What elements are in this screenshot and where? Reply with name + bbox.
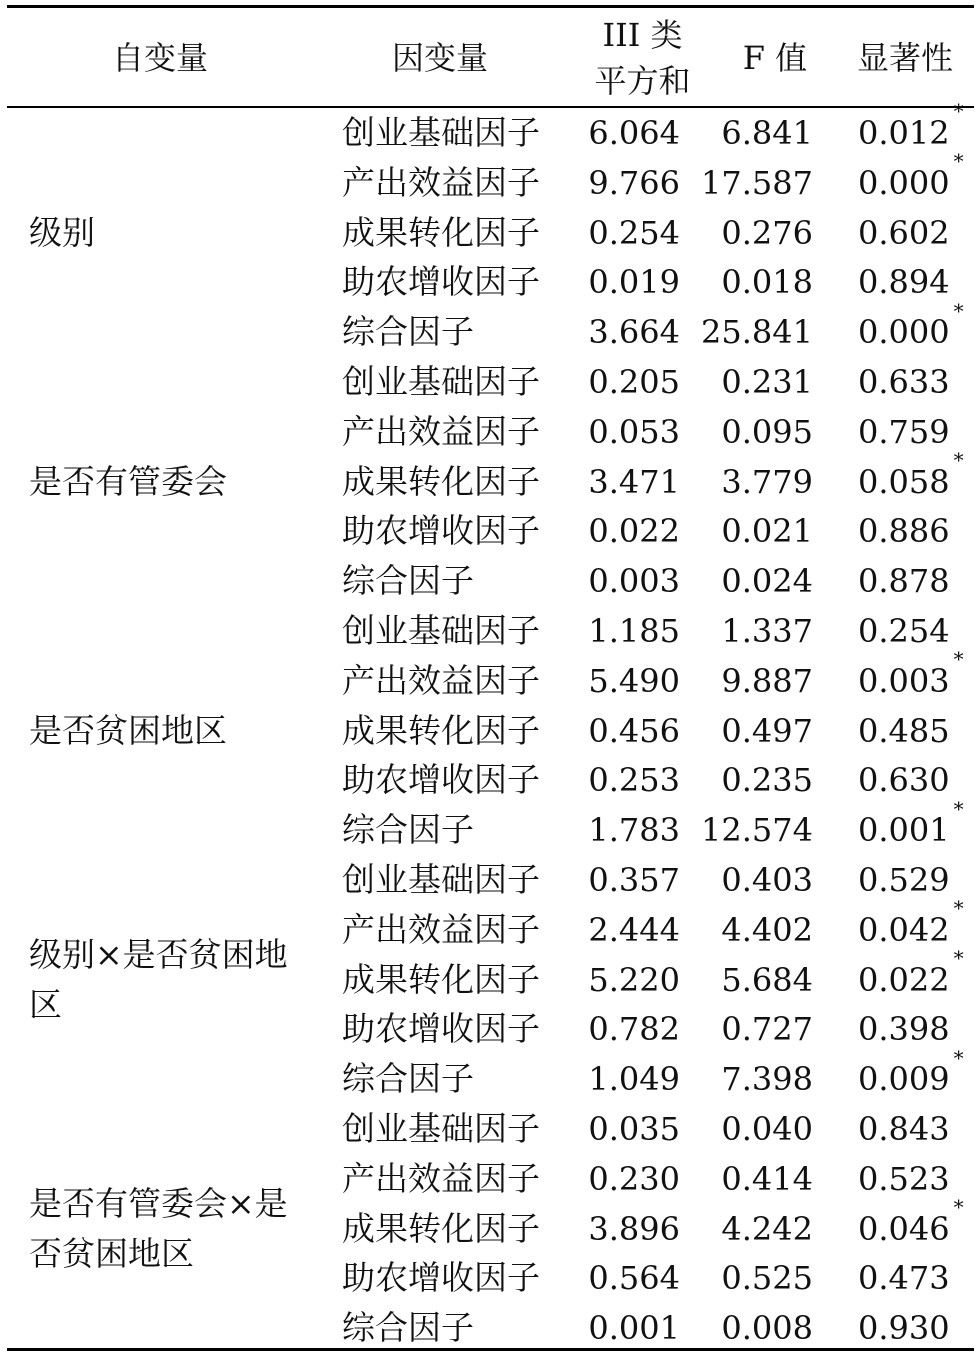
- significance-value: 0.930: [858, 1309, 950, 1348]
- f-value-cell: 0.024: [721, 562, 813, 601]
- f-value-cell: 0.018: [721, 263, 813, 302]
- f-value-cell: 5.684: [721, 960, 813, 999]
- table-row: [0, 1045, 976, 1104]
- dependent-variable-cell: 助农增收因子: [342, 760, 540, 800]
- header-ss-line2: 平方和: [594, 62, 691, 100]
- independent-variable-cell: [29, 208, 319, 258]
- sum-of-squares-cell: 1.049: [588, 1060, 680, 1099]
- sum-of-squares-cell: 0.019: [588, 263, 680, 302]
- sum-of-squares-cell: 1.783: [588, 811, 680, 850]
- significance-cell: [858, 755, 954, 805]
- header-independent-variable: 自变量: [111, 39, 208, 77]
- significance-cell: [858, 298, 964, 357]
- dependent-variable-cell: 创业基础因子: [342, 1109, 540, 1148]
- dependent-variable-cell: 成果转化因子: [342, 1208, 540, 1248]
- f-value-cell: 7.398: [721, 1060, 813, 1099]
- significance-cell: [858, 208, 954, 258]
- f-value-cell: 4.242: [721, 1209, 813, 1248]
- dependent-variable-cell: 综合因子: [342, 810, 474, 850]
- significance-cell: [858, 447, 964, 507]
- significance-cell: [858, 556, 954, 606]
- dependent-variable-cell: 创业基础因子: [342, 611, 540, 650]
- dependent-variable-cell: 助农增收因子: [342, 511, 540, 551]
- f-value-cell: 0.276: [721, 213, 813, 252]
- significance-value: 0.398: [858, 1010, 950, 1049]
- sum-of-squares-cell: 3.471: [588, 462, 680, 501]
- sum-of-squares-cell: 0.564: [588, 1259, 680, 1298]
- f-value-cell: 6.841: [721, 114, 813, 152]
- header-ss-line1: III 类: [602, 16, 683, 54]
- significance-value: 0.009: [858, 1060, 950, 1099]
- f-value-cell: 9.887: [721, 661, 813, 700]
- independent-variable-line: 是否有管委会×是: [29, 1183, 288, 1223]
- sum-of-squares-cell: 0.230: [588, 1159, 680, 1198]
- sum-of-squares-cell: 0.022: [588, 512, 680, 551]
- significance-star: *: [953, 149, 964, 174]
- table-row: [0, 1303, 976, 1353]
- sum-of-squares-cell: 5.490: [588, 661, 680, 700]
- table-row: [0, 298, 976, 357]
- significance-star: *: [953, 1194, 964, 1219]
- significance-cell: [858, 896, 964, 955]
- significance-cell: [858, 1104, 954, 1154]
- dependent-variable-cell: 综合因子: [342, 1059, 474, 1099]
- significance-value: 0.000: [858, 163, 950, 202]
- sum-of-squares-cell: 3.896: [588, 1209, 680, 1248]
- sum-of-squares-cell: 3.664: [588, 313, 680, 352]
- significance-value: 0.759: [858, 412, 950, 451]
- significance-value: 0.894: [858, 263, 950, 302]
- dependent-variable-cell: 助农增收因子: [342, 262, 540, 302]
- significance-star: *: [953, 99, 964, 124]
- dependent-variable-cell: 综合因子: [342, 1308, 474, 1348]
- sum-of-squares-cell: 0.035: [588, 1110, 680, 1148]
- sum-of-squares-cell: 0.253: [588, 761, 680, 800]
- significance-value: 0.058: [858, 462, 950, 501]
- sum-of-squares-cell: 6.064: [588, 114, 680, 152]
- table-row: [0, 1104, 976, 1154]
- significance-star: *: [953, 298, 964, 323]
- sum-of-squares-cell: 0.254: [588, 213, 680, 252]
- table-row: [0, 99, 976, 158]
- significance-cell: [858, 407, 954, 457]
- dependent-variable-cell: 创业基础因子: [342, 362, 540, 401]
- sum-of-squares-cell: 0.003: [588, 562, 680, 601]
- significance-value: 0.042: [858, 910, 950, 949]
- significance-star: *: [953, 896, 964, 921]
- table-row: [0, 506, 976, 556]
- f-value-cell: 0.525: [721, 1259, 813, 1298]
- sum-of-squares-cell: 0.456: [588, 711, 680, 750]
- sum-of-squares-cell: 2.444: [588, 910, 680, 949]
- independent-variable-line: 是否有管委会: [29, 461, 227, 501]
- dependent-variable-cell: 助农增收因子: [342, 1258, 540, 1298]
- f-value-cell: 0.008: [721, 1309, 813, 1348]
- dependent-variable-cell: 产出效益因子: [342, 1158, 540, 1198]
- sum-of-squares-cell: 9.766: [588, 163, 680, 202]
- f-value-cell: 12.574: [701, 811, 813, 850]
- sum-of-squares-cell: 5.220: [588, 960, 680, 999]
- significance-value: 0.878: [858, 562, 950, 601]
- variable-group: [0, 855, 976, 1104]
- variable-group: [0, 357, 976, 606]
- table-row: [0, 257, 976, 307]
- significance-cell: [858, 1194, 964, 1254]
- f-value-cell: 0.727: [721, 1010, 813, 1049]
- sum-of-squares-cell: 0.053: [588, 412, 680, 451]
- significance-cell: [858, 1154, 954, 1204]
- f-value-cell: 17.587: [701, 163, 813, 202]
- significance-cell: [858, 945, 964, 1005]
- significance-value: 0.602: [858, 213, 950, 252]
- header-significance: 显著性: [856, 39, 953, 77]
- sum-of-squares-cell: 0.357: [588, 861, 680, 899]
- f-value-cell: 0.235: [721, 761, 813, 800]
- significance-value: 0.473: [858, 1259, 950, 1298]
- independent-variable-cell: [29, 930, 319, 1030]
- significance-star: *: [953, 796, 964, 821]
- dependent-variable-cell: 综合因子: [342, 561, 474, 601]
- header-f-value: F 值: [742, 39, 808, 77]
- independent-variable-line: 区: [29, 984, 62, 1024]
- dependent-variable-cell: 助农增收因子: [342, 1009, 540, 1049]
- significance-cell: [858, 706, 954, 756]
- significance-value: 0.843: [858, 1110, 950, 1148]
- dependent-variable-cell: 成果转化因子: [342, 212, 540, 252]
- f-value-cell: 0.497: [721, 711, 813, 750]
- significance-value: 0.633: [858, 363, 950, 401]
- significance-cell: [858, 357, 954, 407]
- table-row: [0, 606, 976, 656]
- f-value-cell: 3.779: [721, 462, 813, 501]
- dependent-variable-cell: 创业基础因子: [342, 860, 540, 899]
- top-rule: [7, 5, 974, 8]
- sum-of-squares-cell: 0.205: [588, 363, 680, 401]
- independent-variable-line: 级别×是否贫困地: [29, 934, 288, 974]
- f-value-cell: 0.021: [721, 512, 813, 551]
- table-row: [0, 556, 976, 606]
- independent-variable-line: 否贫困地区: [29, 1233, 194, 1273]
- table-row: [0, 755, 976, 805]
- significance-value: 0.886: [858, 512, 950, 551]
- significance-cell: [858, 606, 954, 656]
- significance-value: 0.485: [858, 711, 950, 750]
- significance-cell: [858, 1303, 954, 1353]
- significance-cell: [858, 257, 954, 307]
- f-value-cell: 0.231: [721, 363, 813, 401]
- significance-cell: [858, 1004, 954, 1054]
- significance-cell: [858, 99, 964, 158]
- dependent-variable-cell: 综合因子: [342, 312, 474, 352]
- significance-value: 0.012: [858, 114, 950, 152]
- table-row: [0, 149, 976, 208]
- f-value-cell: 4.402: [721, 910, 813, 949]
- significance-value: 0.000: [858, 313, 950, 352]
- table-row: [0, 647, 976, 706]
- f-value-cell: 0.095: [721, 412, 813, 451]
- dependent-variable-cell: 产出效益因子: [342, 411, 540, 451]
- bottom-rule: [7, 1348, 974, 1351]
- f-value-cell: 1.337: [721, 612, 813, 650]
- significance-star: *: [953, 1045, 964, 1070]
- significance-value: 0.523: [858, 1159, 950, 1198]
- independent-variable-cell: [29, 706, 319, 756]
- dependent-variable-cell: 成果转化因子: [342, 959, 540, 999]
- significance-cell: [858, 149, 964, 208]
- significance-value: 0.630: [858, 761, 950, 800]
- dependent-variable-cell: 产出效益因子: [342, 909, 540, 949]
- dependent-variable-cell: 成果转化因子: [342, 461, 540, 501]
- dependent-variable-cell: 创业基础因子: [342, 113, 540, 152]
- header-dependent-variable: 因变量: [391, 39, 488, 77]
- significance-cell: [858, 855, 954, 905]
- significance-star: *: [953, 447, 964, 472]
- significance-value: 0.046: [858, 1209, 950, 1248]
- header-type-iii-sum-of-squares: [565, 12, 720, 104]
- significance-value: 0.254: [858, 612, 950, 650]
- independent-variable-line: 级别: [29, 212, 95, 252]
- table-row: [0, 855, 976, 905]
- variable-group: [0, 1104, 976, 1353]
- f-value-cell: 25.841: [701, 313, 813, 352]
- significance-value: 0.003: [858, 661, 950, 700]
- significance-value: 0.022: [858, 960, 950, 999]
- f-value-cell: 0.040: [721, 1110, 813, 1148]
- f-value-cell: 0.414: [721, 1159, 813, 1198]
- significance-cell: [858, 1253, 954, 1303]
- table-row: [0, 407, 976, 457]
- sum-of-squares-cell: 1.185: [588, 612, 680, 650]
- significance-star: *: [953, 647, 964, 672]
- variable-group: [0, 99, 976, 357]
- independent-variable-cell: [29, 457, 319, 507]
- f-value-cell: 0.403: [721, 861, 813, 899]
- significance-cell: [858, 796, 964, 855]
- significance-cell: [858, 506, 954, 556]
- dependent-variable-cell: 产出效益因子: [342, 660, 540, 700]
- independent-variable-cell: [29, 1179, 319, 1279]
- sum-of-squares-cell: 0.001: [588, 1309, 680, 1348]
- significance-value: 0.001: [858, 811, 950, 850]
- significance-value: 0.529: [858, 861, 950, 899]
- dependent-variable-cell: 产出效益因子: [342, 162, 540, 202]
- significance-cell: [858, 1045, 964, 1104]
- significance-star: *: [953, 945, 964, 970]
- dependent-variable-cell: 成果转化因子: [342, 710, 540, 750]
- table-body: [0, 99, 976, 1353]
- variable-group: [0, 606, 976, 855]
- table-row: [0, 357, 976, 407]
- significance-cell: [858, 647, 964, 706]
- independent-variable-line: 是否贫困地区: [29, 710, 227, 750]
- table-row: [0, 796, 976, 855]
- sum-of-squares-cell: 0.782: [588, 1010, 680, 1049]
